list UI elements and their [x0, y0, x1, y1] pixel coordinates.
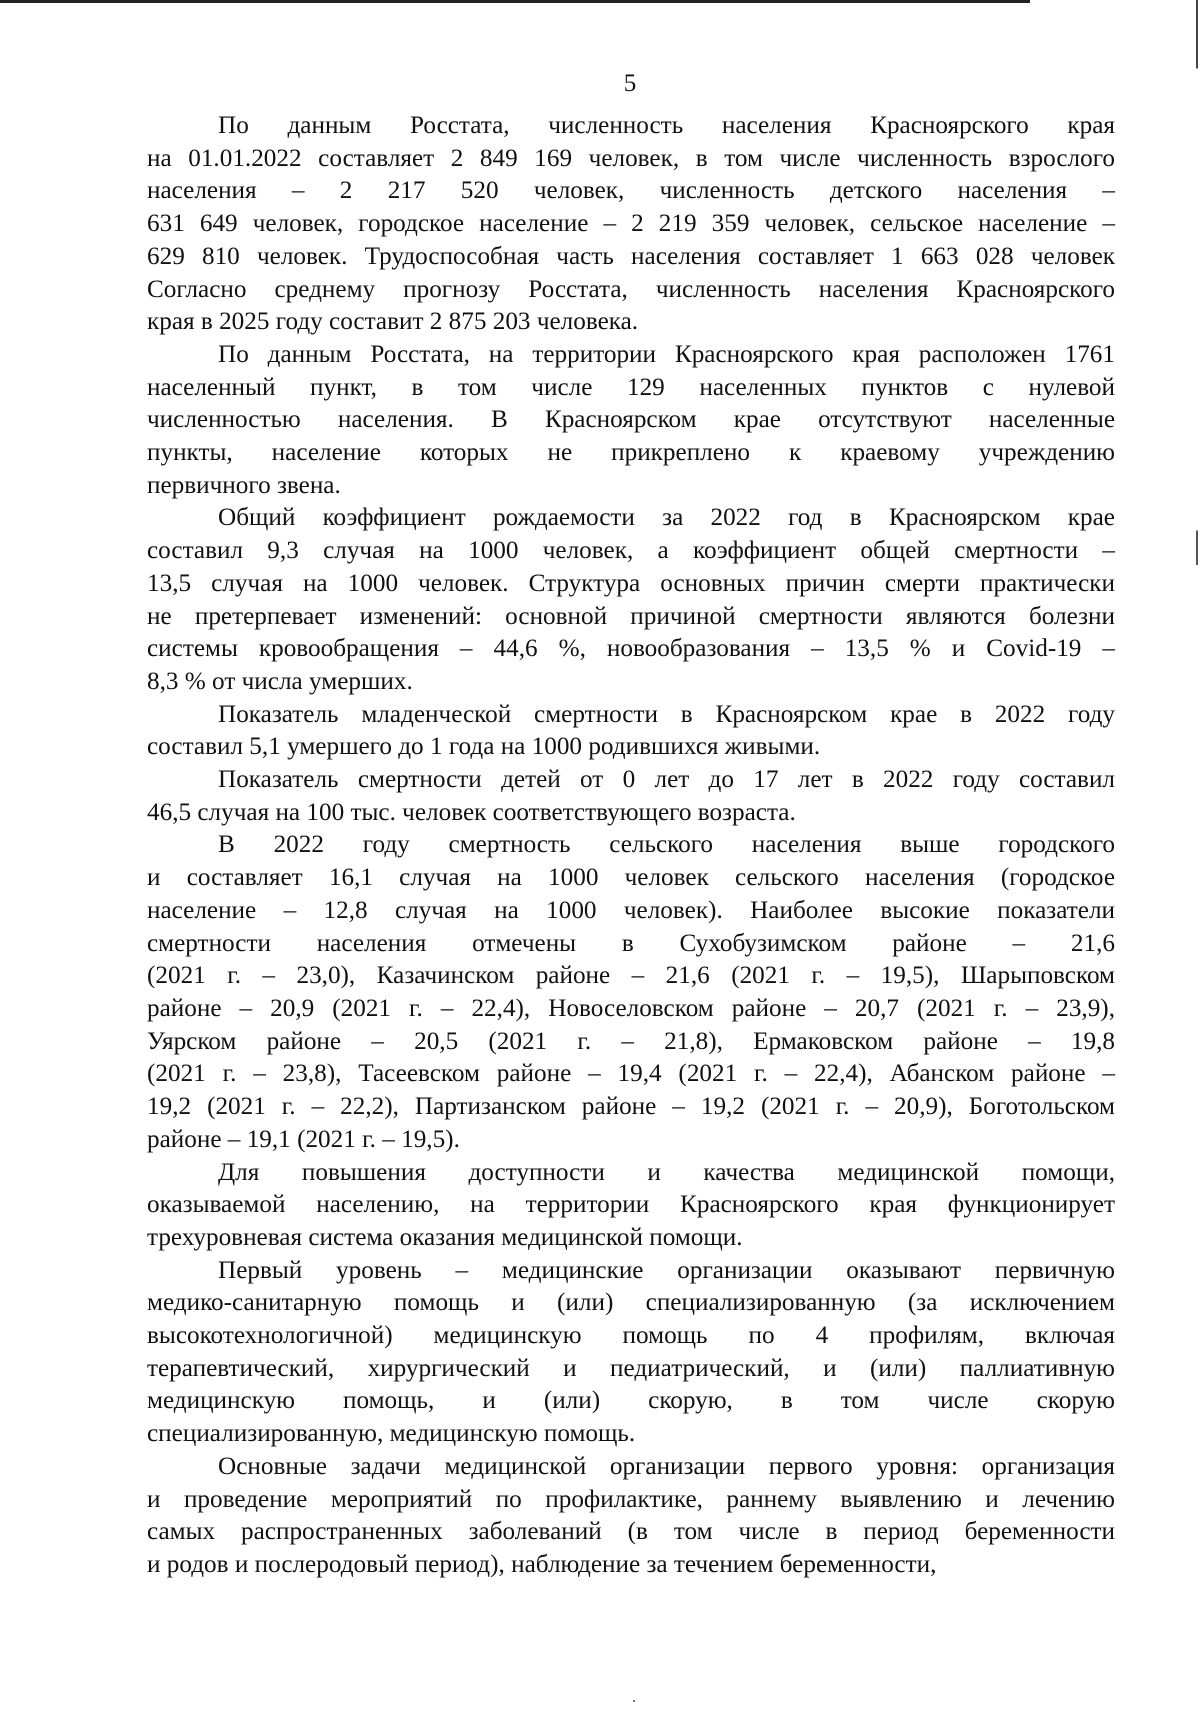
scan-right-edge	[1196, 0, 1198, 1712]
text-line: населения – 2 217 520 человек, численность детского населения –	[147, 177, 1115, 205]
text-line: составил 5,1 умершего до 1 года на 1000 родившихся живыми.	[147, 733, 821, 761]
text-line: и родов и послеродовый период), наблюдение за течением беременности,	[147, 1550, 937, 1578]
text-line: 46,5 случая на 100 тыс. человек соответствующего возраста.	[147, 798, 796, 826]
text-line: края в 2025 году составит 2 875 203 человека.	[147, 308, 639, 336]
text-line: (2021 г. – 23,8), Тасеевском районе – 19,4 (2021 г. – 22,4), Абанском районе –	[147, 1060, 1115, 1088]
text-line: и составляет 16,1 случая на 1000 человек сельского населения (городское	[147, 864, 1115, 892]
text-line: районе – 20,9 (2021 г. – 22,4), Новоселовском районе – 20,7 (2021 г. – 23,9),	[147, 994, 1115, 1022]
scan-speck	[633, 1700, 635, 1702]
paragraph	[147, 764, 1115, 829]
text-line: По данным Росстата, численность населения Красноярского края	[218, 112, 1115, 139]
text-line: первичного звена.	[147, 471, 341, 499]
text-line: медико-санитарную помощь и (или) специализированную (за исключением	[147, 1289, 1115, 1317]
text-line: высокотехнологичной) медицинскую помощь по 4 профилям, включая	[147, 1322, 1115, 1350]
text-line: медицинскую помощь, и (или) скорую, в том числе скорую	[147, 1387, 1115, 1415]
text-line: Общий коэффициент рождаемости за 2022 год в Красноярском крае	[218, 504, 1115, 532]
paragraph	[147, 110, 1115, 339]
text-line: 19,2 (2021 г. – 22,2), Партизанском районе – 19,2 (2021 г. – 20,9), Боготольском	[147, 1093, 1115, 1121]
text-line: на 01.01.2022 составляет 2 849 169 человек, в том числе численность взрослого	[147, 144, 1115, 172]
paragraph	[147, 339, 1115, 503]
paragraph	[147, 1451, 1115, 1582]
paragraph	[147, 1157, 1115, 1255]
text-line: Первый уровень – медицинские организации оказывают первичную	[218, 1256, 1115, 1284]
text-line: не претерпевает изменений: основной причиной смертности являются болезни	[147, 602, 1115, 630]
text-line: системы кровообращения – 44,6 %, новообразования – 13,5 % и Covid-19 –	[147, 635, 1115, 663]
text-line: 8,3 % от числа умерших.	[147, 667, 413, 695]
text-line: Согласно среднему прогнозу Росстата, численность населения Красноярского	[147, 275, 1115, 303]
paragraph	[147, 699, 1115, 764]
scan-top-edge	[0, 0, 1030, 3]
text-line: и проведение мероприятий по профилактике, раннему выявлению и лечению	[147, 1485, 1115, 1513]
text-line: 631 649 человек, городское население – 2 219 359 человек, сельское население –	[147, 210, 1115, 238]
text-line: Для повышения доступности и качества медицинской помощи,	[218, 1158, 1115, 1186]
text-line: население – 12,8 случая на 1000 человек). Наиболее высокие показатели	[147, 896, 1115, 924]
document-body	[147, 110, 1115, 1582]
text-line: В 2022 году смертность сельского населения выше городского	[218, 831, 1115, 859]
text-line: терапевтический, хирургический и педиатрический, и (или) паллиативную	[147, 1354, 1115, 1382]
page-number: 5	[623, 70, 637, 97]
text-line: По данным Росстата, на территории Красноярского края расположен 1761	[218, 340, 1115, 368]
text-line: специализированную, медицинскую помощь.	[147, 1420, 636, 1448]
text-line: Показатель смертности детей от 0 лет до 17 лет в 2022 году составил	[218, 766, 1115, 794]
paragraph	[147, 1255, 1115, 1451]
text-line: трехуровневая система оказания медицинской помощи.	[147, 1223, 743, 1251]
text-line: 629 810 человек. Трудоспособная часть населения составляет 1 663 028 человек	[147, 242, 1115, 270]
text-line: 13,5 случая на 1000 человек. Структура основных причин смерти практически	[147, 569, 1115, 597]
text-line: Основные задачи медицинской организации первого уровня: организация	[218, 1452, 1115, 1480]
text-line: самых распространенных заболеваний (в том числе в период беременности	[147, 1518, 1115, 1546]
text-line: районе – 19,1 (2021 г. – 19,5).	[147, 1125, 460, 1153]
text-line: (2021 г. – 23,0), Казачинском районе – 21,6 (2021 г. – 19,5), Шарыповском	[147, 962, 1115, 990]
text-line: Уярском районе – 20,5 (2021 г. – 21,8), Ермаковском районе – 19,8	[147, 1027, 1115, 1055]
text-line: составил 9,3 случая на 1000 человек, а коэффициент общей смертности –	[147, 537, 1115, 565]
text-line: населенный пункт, в том числе 129 населенных пунктов с нулевой	[147, 373, 1115, 401]
paragraph	[147, 502, 1115, 698]
text-line: оказываемой населению, на территории Красноярского края функционирует	[147, 1191, 1115, 1219]
text-line: численностью населения. В Красноярском крае отсутствуют населенные	[147, 406, 1115, 434]
text-line: пункты, население которых не прикреплено к краевому учреждению	[147, 439, 1115, 467]
text-line: Показатель младенческой смертности в Красноярском крае в 2022 году	[218, 700, 1115, 728]
text-line: смертности населения отмечены в Сухобузимском районе – 21,6	[147, 929, 1115, 957]
paragraph	[147, 829, 1115, 1156]
